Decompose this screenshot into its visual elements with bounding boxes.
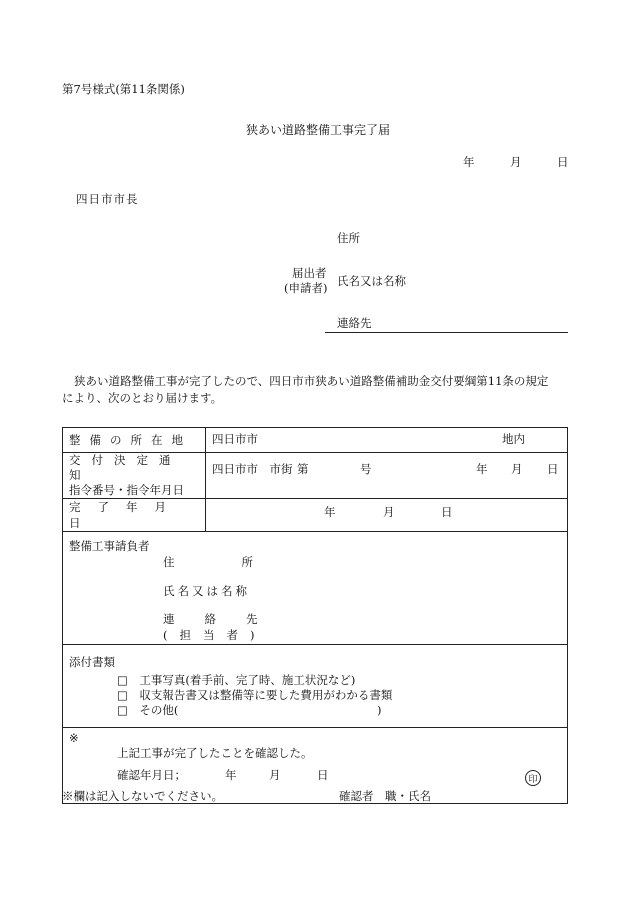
confirm-mark: ※: [69, 731, 79, 745]
notice-row: [63, 453, 568, 499]
form-table: [62, 427, 568, 804]
form-number: 第7号様式(第11条関係): [62, 82, 185, 96]
applicant-role-label: 届出者: [292, 266, 327, 280]
confirmer-label: 確認者 職・氏名: [339, 789, 431, 803]
notice-value-cell[interactable]: [206, 453, 568, 499]
notice-label-2: 指令番号・指令年月日: [69, 483, 184, 497]
notice-city: 四日市市 市街: [212, 462, 293, 476]
location-label-cell: [63, 428, 206, 453]
applicant-role-sub-label: (申請者): [284, 281, 328, 295]
body-text-line1: 狭あい道路整備工事が完了したので、四日市市狭あい道路整備補助金交付要綱第11条の規定: [74, 374, 549, 388]
notice-label-1: 交付決定通知: [69, 453, 182, 482]
attachments-label: 添付書類: [69, 655, 115, 669]
contractor-label: 整備工事請負者: [69, 539, 150, 553]
seal-mark-icon: [525, 770, 541, 786]
notice-go: 号: [360, 462, 372, 476]
location-suffix: 地内: [502, 432, 525, 446]
completion-month: 月: [383, 505, 395, 519]
confirm-day: 日: [317, 768, 329, 782]
location-city: 四日市市: [212, 432, 258, 446]
completion-value-cell[interactable]: [206, 499, 568, 532]
attachments-row: [63, 645, 568, 728]
contact-underline: [325, 332, 568, 333]
confirm-date-label: 確認年月日；: [117, 768, 186, 782]
contractor-contact-label: 連絡先: [163, 612, 288, 626]
location-label-text: 整備の所在地: [69, 433, 192, 447]
completion-label-cell: [63, 499, 206, 532]
notice-year: 年: [476, 462, 488, 476]
confirm-month: 月: [269, 768, 281, 782]
date-year-label: 年: [463, 155, 475, 169]
attachment-expense-report[interactable]: □ 収支報告書又は整備等に要した費用がわかる書類: [117, 688, 393, 702]
seal-text: 印: [528, 774, 538, 785]
applicant-name-label: 氏名又は名称: [337, 274, 406, 288]
attachments-cell: [63, 645, 568, 728]
location-value-cell[interactable]: [206, 428, 568, 453]
applicant-address-label: 住所: [337, 231, 360, 245]
date-day-label: 日: [557, 155, 569, 169]
page-title: 狭あい道路整備工事完了届: [246, 123, 391, 137]
footnote: ※欄は記入しないでください。: [62, 789, 223, 803]
notice-label-cell: [63, 453, 206, 499]
date-month-label: 月: [510, 155, 522, 169]
contractor-person-label: (担当者): [163, 628, 267, 642]
location-label: [69, 432, 199, 448]
notice-day: 日: [547, 462, 559, 476]
addressee: 四日市市長: [76, 192, 139, 206]
attachment-photos[interactable]: □ 工事写真(着手前、完了時、施工状況など): [117, 673, 356, 687]
notice-month: 月: [511, 462, 523, 476]
attachment-other[interactable]: □ その他(: [117, 703, 179, 717]
contractor-cell[interactable]: [63, 532, 568, 645]
location-row: [63, 428, 568, 453]
attachment-other-close: ): [377, 703, 382, 717]
completion-year: 年: [324, 505, 336, 519]
contractor-address-label: 住所: [163, 555, 320, 569]
notice-no: 第: [297, 462, 309, 476]
contractor-name-label: 氏名又は名称: [163, 584, 250, 598]
confirm-year: 年: [225, 768, 237, 782]
confirm-text: 上記工事が完了したことを確認した。: [117, 746, 313, 760]
completion-label: 完了年月日: [69, 500, 183, 530]
completion-day: 日: [441, 505, 453, 519]
completion-row: [63, 499, 568, 532]
applicant-contact-label: 連絡先: [337, 316, 372, 330]
contractor-row: [63, 532, 568, 645]
body-text-line2: により、次のとおり届けます。: [62, 391, 223, 405]
